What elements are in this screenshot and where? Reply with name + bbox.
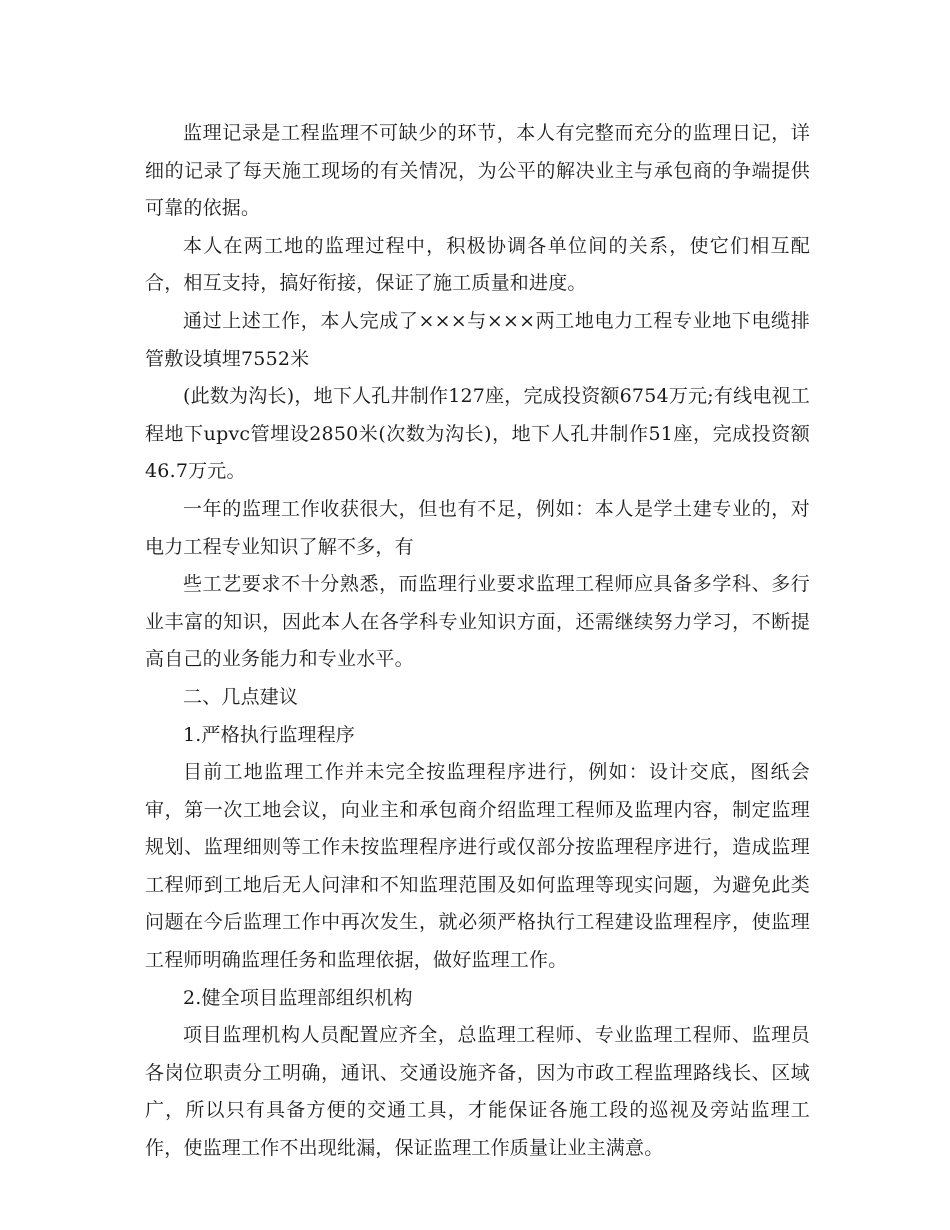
paragraph-coordination: 本人在两工地的监理过程中，积极协调各单位间的关系，使它们相互配合，相互支持，搞好衔接，保证了施工质量和进度。 xyxy=(145,234,810,295)
section-heading-suggestions: 二、几点建议 xyxy=(183,685,299,708)
paragraph-procedure-details: 目前工地监理工作并未完全按监理程序进行，例如：设计交底，图纸会审，第一次工地会议，向业主和承包商介绍监理工程师及监理内容，制定监理规划、监理细则等工作未按监理程序进行或仅部分按监理程序进行，造成监理工程师到工地后无人问津和不知监理范围及如何监理等现实问题，为避免此类问题在今后监理工作中再次发生，就必须严格执行工程建设监理程序，使监理工程师明确监理任务和监理依据，做好监理工作。 xyxy=(145,761,810,972)
document-page xyxy=(145,115,810,1168)
paragraph-supervision-records: 监理记录是工程监理不可缺少的环节，本人有完整而充分的监理日记，详细的记录了每天施工现场的有关情况，为公平的解决业主与承包商的争端提供可靠的依据。 xyxy=(145,122,810,220)
paragraph-work-quantities: (此数为沟长)，地下人孔井制作127座，完成投资额6754万元;有线电视工程地下upvc管埋设2850米(次数为沟长)，地下人孔井制作51座，完成投资额46.7万元。 xyxy=(145,385,810,483)
paragraph-learning: 些工艺要求不十分熟悉，而监理行业要求监理工程师应具备多学科、多行业丰富的知识，因此本人在各学科专业知识方面，还需继续努力学习，不断提高自己的业务能力和专业水平。 xyxy=(145,573,810,671)
subheading-strict-procedure: 1.严格执行监理程序 xyxy=(183,723,356,746)
paragraph-work-completed: 通过上述工作，本人完成了×××与×××两工地电力工程专业地下电缆排管敷设填埋7552米 xyxy=(145,309,810,370)
paragraph-organization-details: 项目监理机构人员配置应齐全，总监理工程师、专业监理工程师、监理员各岗位职责分工明确，通讯、交通设施齐备，因为市政工程监理路线长、区域广，所以只有具备方便的交通工具，才能保证各施工段的巡视及旁站监理工作，使监理工作不出现纰漏，保证监理工作质量让业主满意。 xyxy=(145,1024,810,1160)
paragraph-shortcomings: 一年的监理工作收获很大，但也有不足，例如：本人是学土建专业的，对电力工程专业知识了解不多，有 xyxy=(145,497,810,558)
subheading-organization: 2.健全项目监理部组织机构 xyxy=(183,986,413,1009)
